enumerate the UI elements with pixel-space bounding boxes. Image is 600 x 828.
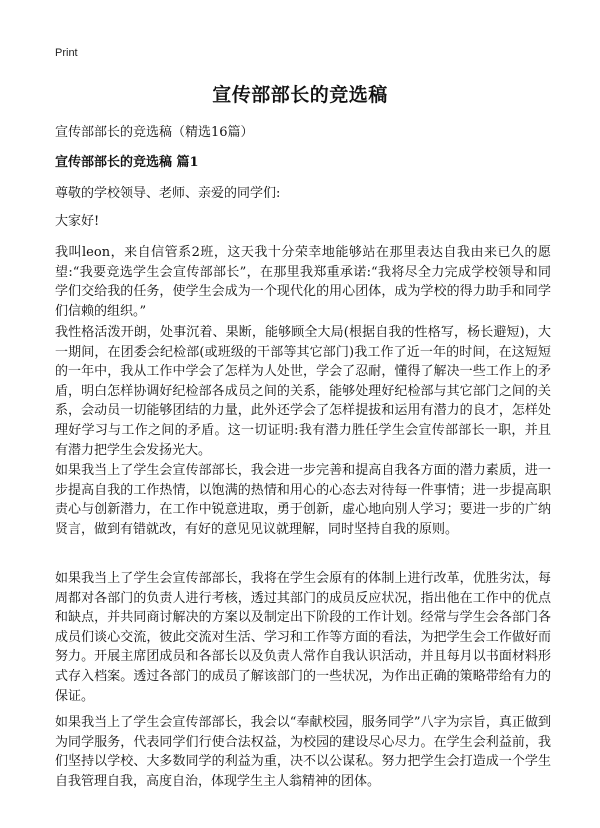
document-title: 宣传部部长的竞选稿: [212, 84, 388, 106]
paragraph-service-pledge: 如果我当上了学生会宣传部部长，我会以“奉献校园，服务同学”八字为宗旨，真正做到为同学服务，代表同学们行使合法权益，为校园的建设尽心尽力。在学生会利益前，我们坚持以学校、大多数同学的利益为重，决不以公谋私。努力把学生会打造成一个学生自我管理自我，高度自治，体现学生主人翁精神的团体。: [55, 715, 551, 789]
hello-line: 大家好!: [55, 214, 100, 229]
paragraph-experience: 我性格活泼开朗，处事沉着、果断，能够顾全大局(根据自我的性格写，杨长避短)，大一期间，在团委会纪检部(或班级的干部等其它部门)我工作了近一年的时间，在这短短的一年中，我从工作中学会了怎样为人处世，学会了忍耐，懂得了解决一些工作上的矛盾，明白怎样协调好纪检部各成员之间的关系，能够处理好纪检部与其它部门之间的关系，会动员一切能够团结的力量，此外还学会了怎样提拔和运用有潜力的良才，怎样处理好学习与工作之间的矛盾。这一切证明:我有潜力胜任学生会宣传部部长一职，并且有潜力把学生会发扬光大。: [55, 325, 551, 458]
print-link[interactable]: Print: [55, 47, 78, 59]
greeting-line: 尊敬的学校领导、老师、亲爱的同学们:: [55, 186, 281, 201]
document-subtitle: 宣传部部长的竞选稿（精选16篇）: [55, 125, 254, 140]
paragraph-reform-plan: 如果我当上了学生会宣传部部长，我将在学生会原有的体制上进行改革，优胜劣汰，每周都对各部门的负责人进行考核，透过其部门的成员反应状况，指出他在工作中的优点和缺点，并共同商讨解决的方案以及制定出下阶段的工作计划。经常与学生会各部门各成员们谈心交流，彼此交流对生活、学习和工作等方面的看法，为把学生会工作做好而努力。开展主席团成员和各部长以及负责人常作自我认识活动，并且每月以书面材料形式存入档案。透过各部门的成员了解该部门的一些状况，为作出正确的策略带给有力的保证。: [55, 571, 551, 704]
section-heading: 宣传部部长的竞选稿 篇1: [55, 155, 199, 170]
paragraph-self-improvement: 如果我当上了学生会宣传部部长，我会进一步完善和提高自我各方面的潜力素质，进一步提高自我的工作热情，以饱满的热情和用心的心态去对待每一件事情；进一步提高职责心与创新潜力，在工作中锐意进取，勇于创新，虚心地向别人学习；要进一步的广纳贤言，做到有错就改，有好的意见见议就理解，同时坚持自我的原则。: [55, 463, 551, 537]
paragraph-introduction: 我叫leon，来自信管系2班，这天我十分荣幸地能够站在那里表达自我由来已久的愿望:“我要竞选学生会宣传部部长”，在那里我郑重承诺:“我将尽全力完成学校领导和同学们交给我的任务，使学生会成为一个现代化的用心团体，成为学校的得力助手和同学们信赖的组织。”: [55, 245, 551, 319]
